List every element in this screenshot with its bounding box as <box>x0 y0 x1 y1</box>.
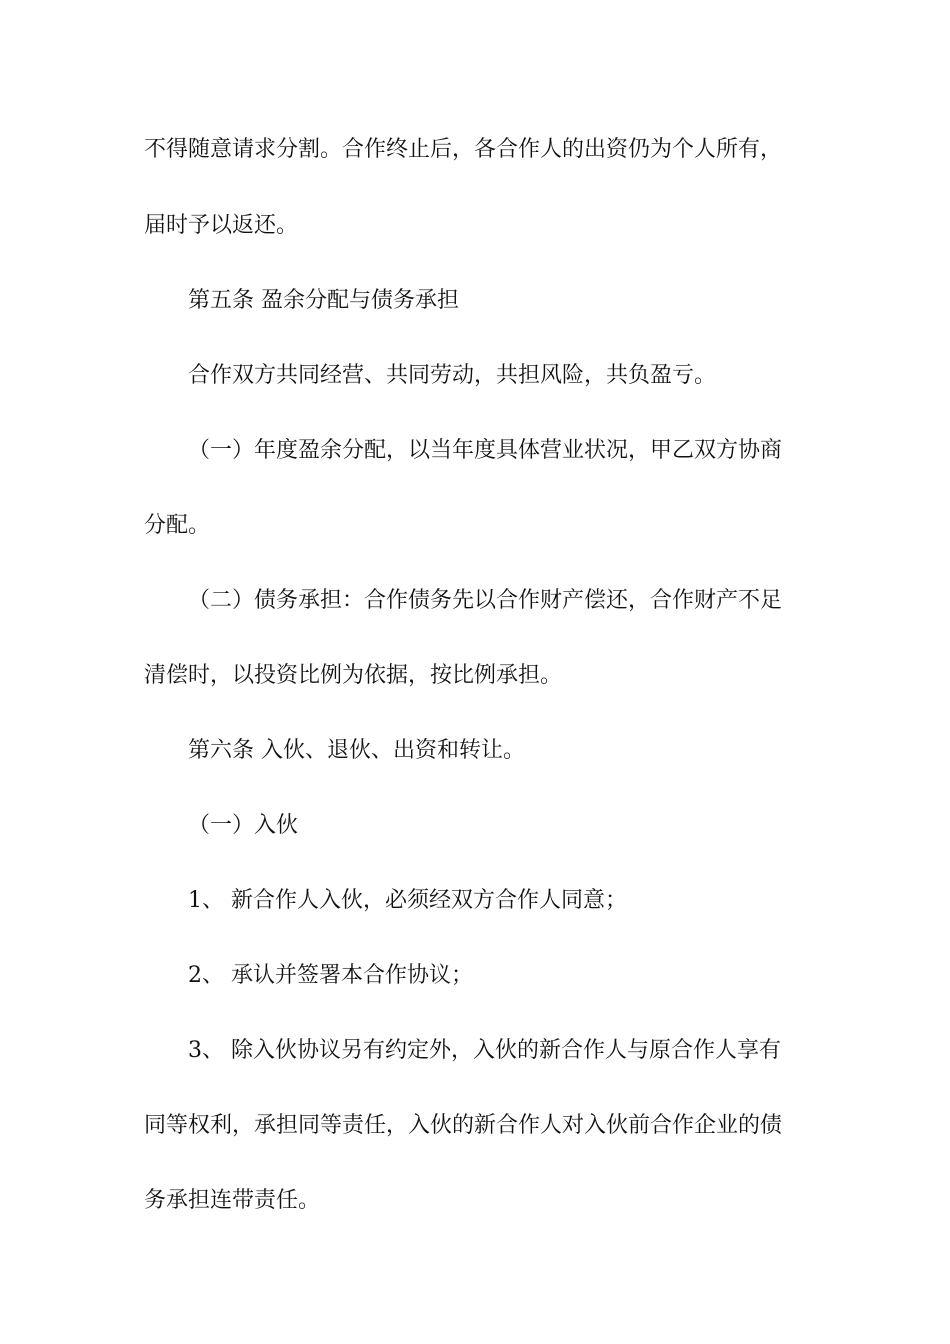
paragraph-line: （二）债务承担：合作债务先以合作财产偿还，合作财产不足 <box>188 588 783 613</box>
list-item: 3、 除入伙协议另有约定外，入伙的新合作人与原合作人享有 <box>188 1038 781 1063</box>
list-item: 2、 承认并签署本合作协议； <box>188 963 473 988</box>
paragraph-line: 同等权利，承担同等责任，入伙的新合作人对入伙前合作企业的债 <box>144 1113 783 1138</box>
subsection-heading: （一）入伙 <box>188 813 299 838</box>
paragraph-line: 务承担连带责任。 <box>144 1188 321 1213</box>
paragraph-line: 分配。 <box>144 513 211 538</box>
paragraph-line: 不得随意请求分割。合作终止后，各合作人的出资仍为个人所有， <box>144 137 783 162</box>
paragraph-line: 清偿时，以投资比例为依据，按比例承担。 <box>144 663 563 688</box>
paragraph-line: 届时予以返还。 <box>144 213 299 238</box>
section-heading-article-6: 第六条 入伙、退伙、出资和转让。 <box>188 738 525 763</box>
list-item: 1、 新合作人入伙，必须经双方合作人同意； <box>188 888 627 913</box>
paragraph-line: 合作双方共同经营、共同劳动，共担风险，共负盈亏。 <box>188 363 717 388</box>
paragraph-line: （一）年度盈余分配，以当年度具体营业状况，甲乙双方协商 <box>188 438 783 463</box>
section-heading-article-5: 第五条 盈余分配与债务承担 <box>188 288 459 313</box>
